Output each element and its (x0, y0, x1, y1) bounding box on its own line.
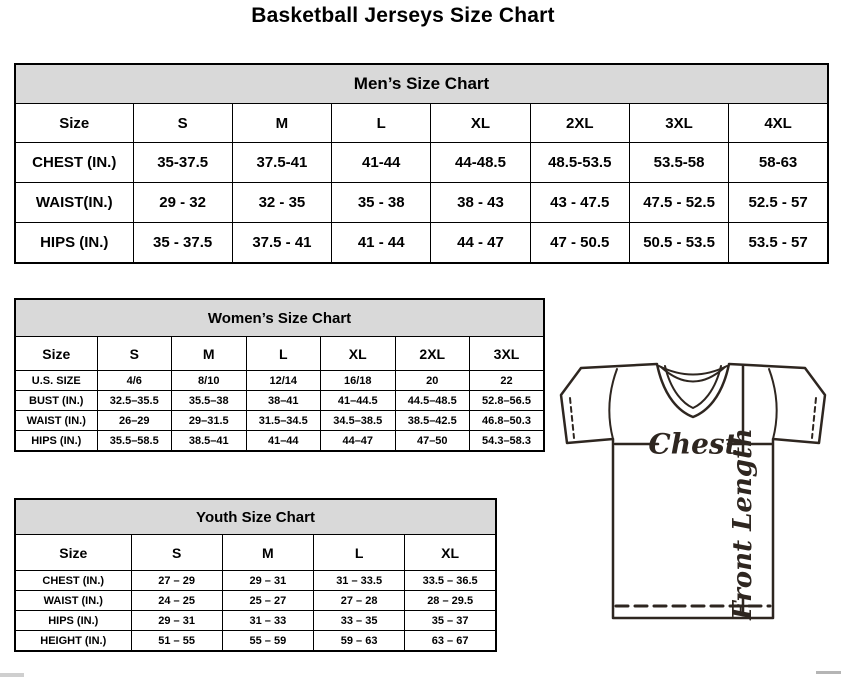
youth-size-value: 29 – 31 (131, 611, 222, 631)
mens-size-value: 29 - 32 (133, 183, 232, 223)
youth-column-header: S (131, 535, 222, 571)
womens-column-header: M (172, 337, 247, 371)
youth-size-table (14, 498, 497, 652)
womens-size-value: 38.5–41 (172, 431, 247, 452)
womens-size-value: 26–29 (97, 411, 172, 431)
mens-size-value: 38 - 43 (431, 183, 530, 223)
womens-size-value: 44–47 (321, 431, 396, 452)
left-cuff-dashed-line (570, 398, 574, 438)
mens-size-value: 44 - 47 (431, 223, 530, 264)
mens-size-value: 35-37.5 (133, 143, 232, 183)
horizontal-scrollbar-fragment-right[interactable] (816, 671, 841, 674)
mens-column-header: M (232, 104, 331, 143)
youth-size-value: 59 – 63 (314, 631, 405, 652)
mens-size-value: 53.5 - 57 (729, 223, 828, 264)
womens-row-label: U.S. SIZE (15, 371, 97, 391)
mens-column-header: 4XL (729, 104, 828, 143)
youth-row-label: WAIST (IN.) (15, 591, 131, 611)
youth-size-value: 51 – 55 (131, 631, 222, 652)
mens-data-row (15, 223, 828, 264)
youth-column-header: Size (15, 535, 131, 571)
mens-title-row (15, 64, 828, 104)
womens-size-value: 8/10 (172, 371, 247, 391)
womens-title-row (15, 299, 544, 337)
mens-column-header: 2XL (530, 104, 629, 143)
womens-size-value: 52.8–56.5 (470, 391, 545, 411)
womens-size-value: 12/14 (246, 371, 321, 391)
mens-column-header: L (332, 104, 431, 143)
jersey-measurement-diagram (554, 356, 836, 624)
womens-size-table (14, 298, 545, 452)
mens-table-title: Men’s Size Chart (15, 64, 828, 104)
youth-row-label: CHEST (IN.) (15, 571, 131, 591)
womens-data-row (15, 391, 544, 411)
youth-column-header: M (222, 535, 313, 571)
womens-column-header: L (246, 337, 321, 371)
youth-column-header: L (314, 535, 405, 571)
youth-data-row (15, 591, 496, 611)
womens-size-value: 47–50 (395, 431, 470, 452)
mens-size-value: 52.5 - 57 (729, 183, 828, 223)
mens-column-header: S (133, 104, 232, 143)
womens-size-value: 34.5–38.5 (321, 411, 396, 431)
mens-row-label: WAIST(IN.) (15, 183, 133, 223)
mens-row-label: CHEST (IN.) (15, 143, 133, 183)
womens-data-row (15, 431, 544, 452)
mens-size-value: 32 - 35 (232, 183, 331, 223)
mens-size-value: 53.5-58 (629, 143, 728, 183)
mens-size-value: 47 - 50.5 (530, 223, 629, 264)
mens-size-value: 50.5 - 53.5 (629, 223, 728, 264)
youth-size-value: 24 – 25 (131, 591, 222, 611)
womens-column-header: Size (15, 337, 97, 371)
mens-size-value: 48.5-53.5 (530, 143, 629, 183)
youth-column-header: XL (405, 535, 496, 571)
womens-row-label: BUST (IN.) (15, 391, 97, 411)
horizontal-scrollbar-fragment-left[interactable] (0, 673, 24, 677)
chest-label: Chest (648, 427, 738, 461)
mens-header-row (15, 104, 828, 143)
youth-size-value: 35 – 37 (405, 611, 496, 631)
left-armhole-seam (609, 369, 617, 439)
youth-row-label: HIPS (IN.) (15, 611, 131, 631)
youth-table-title: Youth Size Chart (15, 499, 496, 535)
womens-size-value: 4/6 (97, 371, 172, 391)
womens-data-row (15, 371, 544, 391)
youth-size-value: 31 – 33.5 (314, 571, 405, 591)
womens-size-value: 46.8–50.3 (470, 411, 545, 431)
youth-data-row (15, 631, 496, 652)
womens-table-title: Women’s Size Chart (15, 299, 544, 337)
youth-size-value: 29 – 31 (222, 571, 313, 591)
mens-size-value: 41-44 (332, 143, 431, 183)
page-title: Basketball Jerseys Size Chart (251, 4, 555, 27)
womens-size-value: 38–41 (246, 391, 321, 411)
womens-header-row (15, 337, 544, 371)
womens-size-chart-section (14, 298, 545, 452)
womens-size-value: 20 (395, 371, 470, 391)
youth-header-row (15, 535, 496, 571)
womens-size-value: 41–44 (246, 431, 321, 452)
womens-column-header: 3XL (470, 337, 545, 371)
right-armhole-seam (769, 369, 777, 439)
youth-row-label: HEIGHT (IN.) (15, 631, 131, 652)
womens-column-header: XL (321, 337, 396, 371)
mens-size-value: 35 - 38 (332, 183, 431, 223)
youth-size-chart-section (14, 498, 497, 652)
youth-size-value: 28 – 29.5 (405, 591, 496, 611)
mens-size-value: 37.5-41 (232, 143, 331, 183)
womens-size-value: 35.5–38 (172, 391, 247, 411)
womens-data-row (15, 411, 544, 431)
youth-title-row (15, 499, 496, 535)
jersey-outline (561, 364, 825, 618)
mens-size-value: 41 - 44 (332, 223, 431, 264)
mens-size-chart-section (14, 63, 829, 264)
womens-size-value: 22 (470, 371, 545, 391)
youth-size-value: 33 – 35 (314, 611, 405, 631)
womens-size-value: 31.5–34.5 (246, 411, 321, 431)
womens-size-value: 54.3–58.3 (470, 431, 545, 452)
mens-data-row (15, 183, 828, 223)
mens-size-value: 37.5 - 41 (232, 223, 331, 264)
mens-column-header: XL (431, 104, 530, 143)
womens-column-header: 2XL (395, 337, 470, 371)
womens-size-value: 16/18 (321, 371, 396, 391)
mens-size-value: 35 - 37.5 (133, 223, 232, 264)
mens-size-value: 58-63 (729, 143, 828, 183)
mens-row-label: HIPS (IN.) (15, 223, 133, 264)
womens-size-value: 38.5–42.5 (395, 411, 470, 431)
mens-data-row (15, 143, 828, 183)
right-cuff-dashed-line (812, 398, 816, 438)
youth-size-value: 55 – 59 (222, 631, 313, 652)
youth-size-value: 27 – 28 (314, 591, 405, 611)
womens-size-value: 29–31.5 (172, 411, 247, 431)
youth-size-value: 31 – 33 (222, 611, 313, 631)
mens-column-header: 3XL (629, 104, 728, 143)
womens-size-value: 44.5–48.5 (395, 391, 470, 411)
youth-data-row (15, 611, 496, 631)
womens-column-header: S (97, 337, 172, 371)
youth-size-value: 27 – 29 (131, 571, 222, 591)
womens-row-label: HIPS (IN.) (15, 431, 97, 452)
mens-size-value: 47.5 - 52.5 (629, 183, 728, 223)
youth-size-value: 25 – 27 (222, 591, 313, 611)
youth-data-row (15, 571, 496, 591)
mens-size-table (14, 63, 829, 264)
womens-size-value: 41–44.5 (321, 391, 396, 411)
youth-size-value: 33.5 – 36.5 (405, 571, 496, 591)
front-length-label: Front Length (728, 428, 758, 620)
womens-size-value: 35.5–58.5 (97, 431, 172, 452)
mens-size-value: 43 - 47.5 (530, 183, 629, 223)
youth-size-value: 63 – 67 (405, 631, 496, 652)
mens-size-value: 44-48.5 (431, 143, 530, 183)
womens-row-label: WAIST (IN.) (15, 411, 97, 431)
mens-column-header: Size (15, 104, 133, 143)
womens-size-value: 32.5–35.5 (97, 391, 172, 411)
